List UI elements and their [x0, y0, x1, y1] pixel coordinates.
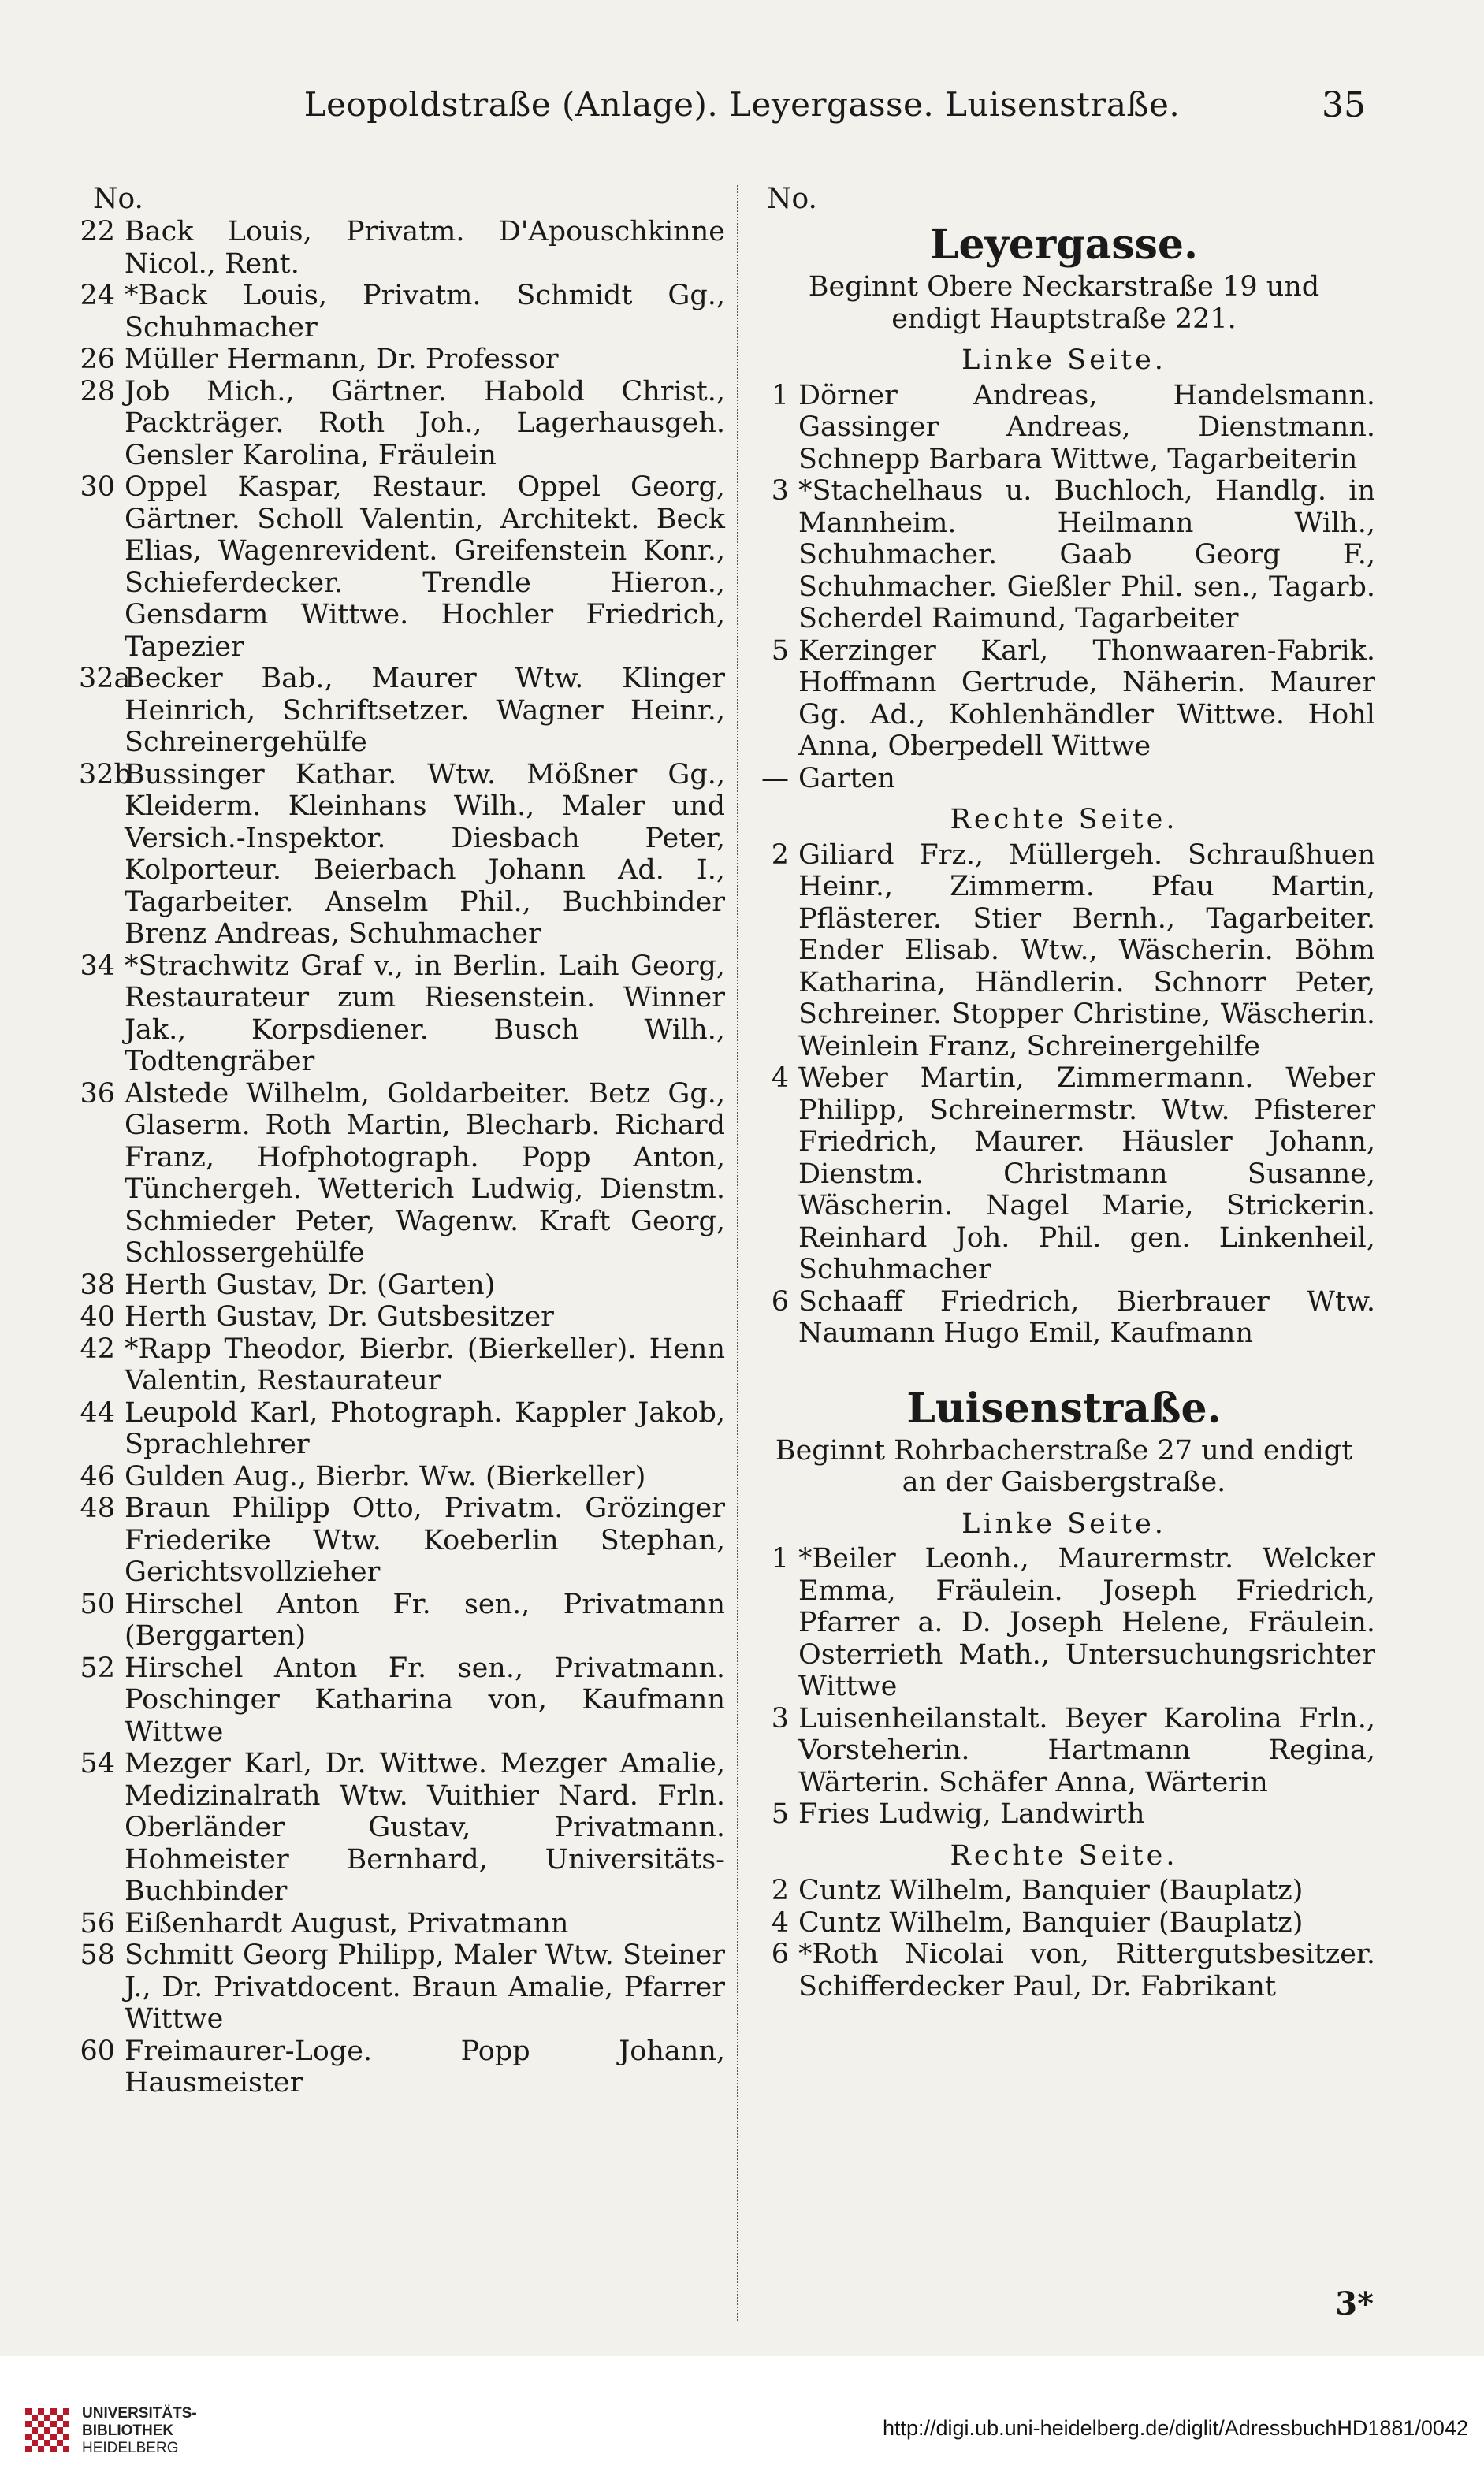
residents-text: Back Louis, Privatm. D'Apouschkinne Nicol., Rent.: [125, 216, 725, 280]
address-entry: [753, 1907, 1375, 1939]
address-entry: [753, 1703, 1375, 1799]
residents-text: Bussinger Kathar. Wtw. Mößner Gg., Kleiderm. Kleinhans Wilh., Maler und Versich.-Inspektor. Diesbach Peter, Kolporteur. Beierbach Johann Ad. I., Tagarbeiter. Anselm Phil., Buchbinder Brenz Andreas, Schuhmacher: [125, 758, 725, 950]
address-entry: [753, 1798, 1375, 1831]
house-number: —: [761, 762, 789, 794]
residents-text: Oppel Kaspar, Restaur. Oppel Georg, Gärtner. Scholl Valentin, Architekt. Beck Elias, Wagenrevident. Greifenstein Konr., Schieferdecker. Trendle Hieron., Gensdarm Wittwe. Hochler Friedrich, Tapezier: [125, 471, 725, 663]
house-number: 40: [80, 1301, 115, 1333]
address-entry: [753, 380, 1375, 476]
house-number: 5: [771, 1798, 789, 1830]
residents-text: Braun Philipp Otto, Privatm. Grözinger Friederike Wtw. Koeberlin Stephan, Gerichtsvollzieher: [125, 1493, 725, 1588]
house-number: 44: [80, 1396, 115, 1429]
residents-text: Kerzinger Karl, Thonwaaren-Fabrik. Hoffmann Gertrude, Näherin. Maurer Gg. Ad., Kohlenhändler Wittwe. Hohl Anna, Oberpedell Wittwe: [798, 634, 1375, 762]
signature-mark: 3*: [1335, 2285, 1374, 2322]
house-number: 48: [80, 1493, 115, 1524]
residents-text: Fries Ludwig, Landwirth: [798, 1798, 1145, 1830]
house-number: 50: [80, 1588, 115, 1620]
house-number: 42: [80, 1333, 115, 1365]
house-number: 2: [771, 1875, 789, 1906]
address-entry: [79, 1270, 725, 1302]
leyergasse-right-entries: [753, 839, 1375, 1350]
side-heading-right: Rechte Seite.: [950, 804, 1178, 835]
residents-text: Freimaurer-Loge. Popp Johann, Hausmeister: [125, 2035, 725, 2099]
address-entry: [79, 759, 725, 950]
address-entry: [79, 1589, 725, 1653]
library-line-1: UNIVERSITÄTS-: [82, 2405, 197, 2422]
address-entry: [79, 216, 725, 280]
footer-bar: [0, 2356, 1484, 2480]
page-number: 35: [1322, 85, 1366, 125]
house-number: 34: [80, 950, 115, 982]
residents-text: *Stachelhaus u. Buchloch, Handlg. in Mannheim. Heilmann Wilh., Schuhmacher. Gaab Georg F., Schuhmacher. Gießler Phil. sen., Tagarb. Scherdel Raimund, Tagarbeiter: [798, 475, 1375, 634]
residents-text: Schmitt Georg Philipp, Maler Wtw. Steiner J., Dr. Privatdocent. Braun Amalie, Pfarrer Wittwe: [125, 1939, 725, 2035]
address-entry: [79, 1493, 725, 1589]
address-entry: [79, 1301, 725, 1333]
residents-text: Garten: [798, 762, 895, 794]
residents-text: Mezger Karl, Dr. Wittwe. Mezger Amalie, Medizinalrath Wtw. Vuithier Nard. Frln. Oberländer Gustav, Privatmann. Hohmeister Bernhard, Universitäts-Buchbinder: [125, 1748, 725, 1907]
library-name: [82, 2405, 197, 2457]
residents-text: Alstede Wilhelm, Goldarbeiter. Betz Gg., Glaserm. Roth Martin, Blecharb. Richard Franz, Hofphotograph. Popp Anton, Tünchergeh. Wetterich Ludwig, Dienstm. Schmieder Peter, Wagenw. Kraft Georg, Schlossergehülfe: [125, 1077, 725, 1269]
address-entry: [79, 663, 725, 759]
address-entry: [753, 1939, 1375, 2002]
luisenstrasse-left-entries: [753, 1543, 1375, 1831]
section-intro-leyergasse: Beginnt Obere Neckarstraße 19 und endigt Hauptstraße 221.: [808, 271, 1320, 335]
house-number: 3: [771, 1702, 789, 1735]
address-entry: [79, 471, 725, 663]
running-title: Leopoldstraße (Anlage). Leyergasse. Luisenstraße.: [303, 85, 1181, 124]
house-number: 26: [80, 344, 115, 375]
house-number: 38: [80, 1269, 115, 1301]
left-column: [79, 183, 725, 2099]
house-number: 58: [80, 1939, 115, 1971]
no-label: No.: [767, 183, 817, 215]
source-url-link[interactable]: http://digi.ub.uni-heidelberg.de/diglit/AdressbuchHD1881/0042: [882, 2416, 1468, 2440]
address-entry: [753, 1062, 1375, 1286]
left-entries: [79, 216, 725, 2099]
house-number: 5: [771, 634, 789, 667]
address-entry: [79, 1653, 725, 1749]
house-number: 24: [80, 280, 115, 311]
residents-text: Herth Gustav, Dr. Gutsbesitzer: [125, 1301, 554, 1333]
residents-text: Hirschel Anton Fr. sen., Privatmann (Berggarten): [125, 1588, 725, 1652]
residents-text: Müller Hermann, Dr. Professor: [125, 344, 559, 375]
house-number: 52: [80, 1652, 115, 1684]
side-heading-left: Linke Seite.: [961, 344, 1166, 376]
residents-text: Herth Gustav, Dr. (Garten): [125, 1269, 496, 1301]
residents-text: Schaaff Friedrich, Bierbrauer Wtw. Naumann Hugo Emil, Kaufmann: [798, 1285, 1375, 1349]
house-number: 22: [80, 216, 115, 247]
house-number: 6: [771, 1285, 789, 1318]
address-entry: [753, 1543, 1375, 1703]
right-column: [753, 183, 1375, 2002]
address-entry: [753, 839, 1375, 1063]
address-entry: [79, 344, 725, 376]
side-heading-right: Rechte Seite.: [950, 1839, 1178, 1872]
address-entry: [79, 950, 725, 1078]
library-line-2: BIBLIOTHEK: [82, 2422, 174, 2439]
house-number: 4: [771, 1062, 789, 1094]
house-number: 30: [80, 471, 115, 503]
address-entry: [753, 475, 1375, 635]
address-entry: [79, 1461, 725, 1493]
residents-text: Dörner Andreas, Handelsmann. Gassinger Andreas, Dienstmann. Schnepp Barbara Wittwe, Tagarbeiterin: [798, 379, 1375, 475]
page-header: [0, 85, 1484, 140]
house-number: 6: [771, 1939, 789, 1970]
residents-text: Becker Bab., Maurer Wtw. Klinger Heinrich, Schriftsetzer. Wagner Heinr., Schreinergehülfe: [125, 663, 725, 758]
house-number: 4: [771, 1906, 789, 1939]
house-number: 32b: [79, 758, 132, 790]
residents-text: Leupold Karl, Photograph. Kappler Jakob, Sprachlehrer: [125, 1396, 725, 1460]
residents-text: Weber Martin, Zimmermann. Weber Philipp, Schreinermstr. Wtw. Pfisterer Friedrich, Maurer. Häusler Johann, Dienstm. Christmann Susanne, Wäscherin. Nagel Marie, Strickerin. Reinhard Joh. Phil. gen. Linkenheil, Schuhmacher: [798, 1062, 1375, 1285]
house-number: 54: [80, 1748, 115, 1779]
address-entry: [753, 635, 1375, 763]
residents-text: Giliard Frz., Müllergeh. Schraußhuen Heinr., Zimmerm. Pfau Martin, Pflästerer. Stier Bernh., Tagarbeiter. Ender Elisab. Wtw., Wäscherin. Böhm Katharina, Händlerin. Schnorr Peter, Schreiner. Stopper Christine, Wäscherin. Weinlein Franz, Schreinergehilfe: [798, 838, 1375, 1062]
residents-text: *Rapp Theodor, Bierbr. (Bierkeller). Henn Valentin, Restaurateur: [125, 1333, 725, 1396]
house-number: 3: [771, 475, 789, 507]
residents-text: Luisenheilanstalt. Beyer Karolina Frln., Vorsteherin. Hartmann Regina, Wärterin. Schäfer Anna, Wärterin: [798, 1702, 1375, 1798]
residents-text: *Back Louis, Privatm. Schmidt Gg., Schuhmacher: [125, 280, 725, 344]
luisenstrasse-right-entries: [753, 1875, 1375, 2002]
house-number: 36: [80, 1077, 115, 1110]
house-number: 60: [80, 2035, 115, 2067]
residents-text: Cuntz Wilhelm, Banquier (Bauplatz): [798, 1875, 1304, 1906]
house-number: 32a: [79, 663, 131, 694]
residents-text: *Strachwitz Graf v., in Berlin. Laih Georg, Restaurateur zum Riesenstein. Winner Jak., Korpsdiener. Busch Wilh., Todtengräber: [125, 950, 725, 1077]
residents-text: *Roth Nicolai von, Rittergutsbesitzer. Schifferdecker Paul, Dr. Fabrikant: [798, 1939, 1375, 2002]
address-entry: [79, 280, 725, 344]
house-number: 1: [771, 379, 789, 411]
section-title-luisenstrasse: Luisenstraße.: [906, 1384, 1222, 1433]
address-entry: [753, 1286, 1375, 1350]
house-number: 2: [771, 838, 789, 871]
no-label: No.: [93, 183, 143, 215]
address-entry: [79, 1939, 725, 2036]
residents-text: *Beiler Leonh., Maurermstr. Welcker Emma, Fräulein. Joseph Friedrich, Pfarrer a. D. Joseph Helene, Fräulein. Osterrieth Math., Untersuchungsrichter Wittwe: [798, 1543, 1375, 1702]
house-number: 28: [80, 375, 115, 407]
address-entry: [79, 1397, 725, 1461]
leyergasse-left-entries: [753, 380, 1375, 795]
residents-text: Hirschel Anton Fr. sen., Privatmann. Poschinger Katharina von, Kaufmann Wittwe: [125, 1652, 725, 1748]
address-entry: [753, 763, 1375, 795]
address-entry: [79, 1748, 725, 1908]
residents-text: Job Mich., Gärtner. Habold Christ., Packträger. Roth Joh., Lagerhausgeh. Gensler Karolina, Fräulein: [125, 375, 725, 471]
house-number: 56: [80, 1907, 115, 1939]
university-seal-icon: [22, 2405, 73, 2456]
residents-text: Eißenhardt August, Privatmann: [125, 1907, 569, 1939]
side-heading-left: Linke Seite.: [961, 1508, 1166, 1540]
address-entry: [753, 1875, 1375, 1907]
column-divider: [737, 185, 738, 2321]
address-entry: [79, 376, 725, 472]
section-intro-luisenstrasse: Beginnt Rohrbacherstraße 27 und endigt an der Gaisbergstraße.: [775, 1434, 1353, 1498]
address-entry: [79, 1333, 725, 1397]
library-line-3: HEIDELBERG: [82, 2440, 179, 2456]
section-title-leyergasse: Leyergasse.: [929, 221, 1199, 269]
house-number: 1: [771, 1543, 789, 1575]
residents-text: Cuntz Wilhelm, Banquier (Bauplatz): [798, 1906, 1304, 1939]
house-number: 46: [80, 1460, 115, 1493]
address-entry: [79, 2036, 725, 2099]
address-entry: [79, 1908, 725, 1940]
address-entry: [79, 1078, 725, 1270]
residents-text: Gulden Aug., Bierbr. Ww. (Bierkeller): [125, 1460, 646, 1493]
